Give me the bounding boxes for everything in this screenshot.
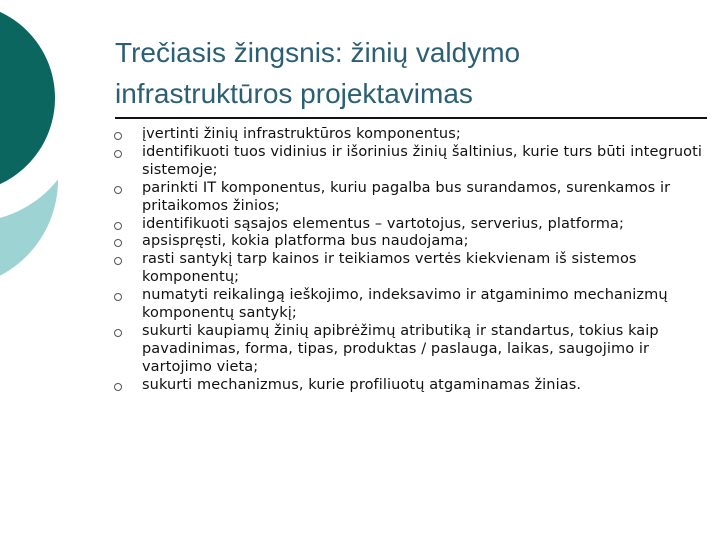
bullet-text: rasti santykį tarp kainos ir teikiamos vertės kiekvienam iš sistemos komponentų; bbox=[142, 251, 637, 286]
circle-bullet-icon bbox=[114, 132, 122, 140]
circle-bullet-icon bbox=[114, 150, 122, 158]
bullet-item bbox=[112, 126, 712, 144]
bullet-text: sukurti mechanizmus, kurie profiliuotų atgaminamas žinias. bbox=[142, 376, 582, 393]
bullet-item bbox=[112, 233, 712, 251]
bullet-item bbox=[112, 287, 712, 323]
bullet-list bbox=[112, 126, 712, 395]
circle-bullet-icon bbox=[114, 222, 122, 230]
decorative-circles bbox=[0, 0, 110, 300]
bullet-text: apsispręsti, kokia platforma bus naudojama; bbox=[142, 233, 469, 250]
slide-title: Trečiasis žingsnis: žinių valdymo infrastruktūros projektavimas bbox=[115, 37, 521, 109]
bullet-text: identifikuoti sąsajos elementus – vartotojus, serverius, platforma; bbox=[142, 215, 624, 232]
bullet-item bbox=[112, 180, 712, 216]
circle-bullet-icon bbox=[114, 257, 122, 265]
bullet-text: numatyti reikalingą ieškojimo, indeksavimo ir atgaminimo mechanizmų komponentų santykį; bbox=[142, 287, 668, 322]
bullet-item bbox=[112, 323, 712, 377]
circle-bullet-icon bbox=[114, 239, 122, 247]
bullet-text: įvertinti žinių infrastruktūros komponentus; bbox=[142, 126, 461, 142]
bullet-item bbox=[112, 216, 712, 234]
bullet-item bbox=[112, 144, 712, 180]
bullet-text: identifikuoti tuos vidinius ir išorinius žinių šaltinius, kurie turs būti integruoti sistemoje; bbox=[142, 143, 703, 178]
circle-bullet-icon bbox=[114, 186, 122, 194]
bullet-text: parinkti IT komponentus, kuriu pagalba bus surandamos, surenkamos ir pritaikomos žinios; bbox=[142, 179, 671, 214]
bullet-text: sukurti kaupiamų žinių apibrėžimų atributiką ir standartus, tokius kaip pavadinimas, forma, tipas, produktas / paslauga, laikas, saugojimo ir vartojimo vieta; bbox=[142, 322, 659, 375]
bullet-item bbox=[112, 377, 712, 395]
circle-bullet-icon bbox=[114, 293, 122, 301]
circle-bullet-icon bbox=[114, 329, 122, 337]
title-divider bbox=[115, 117, 707, 119]
circle-bullet-icon bbox=[114, 383, 122, 391]
bullet-item bbox=[112, 251, 712, 287]
